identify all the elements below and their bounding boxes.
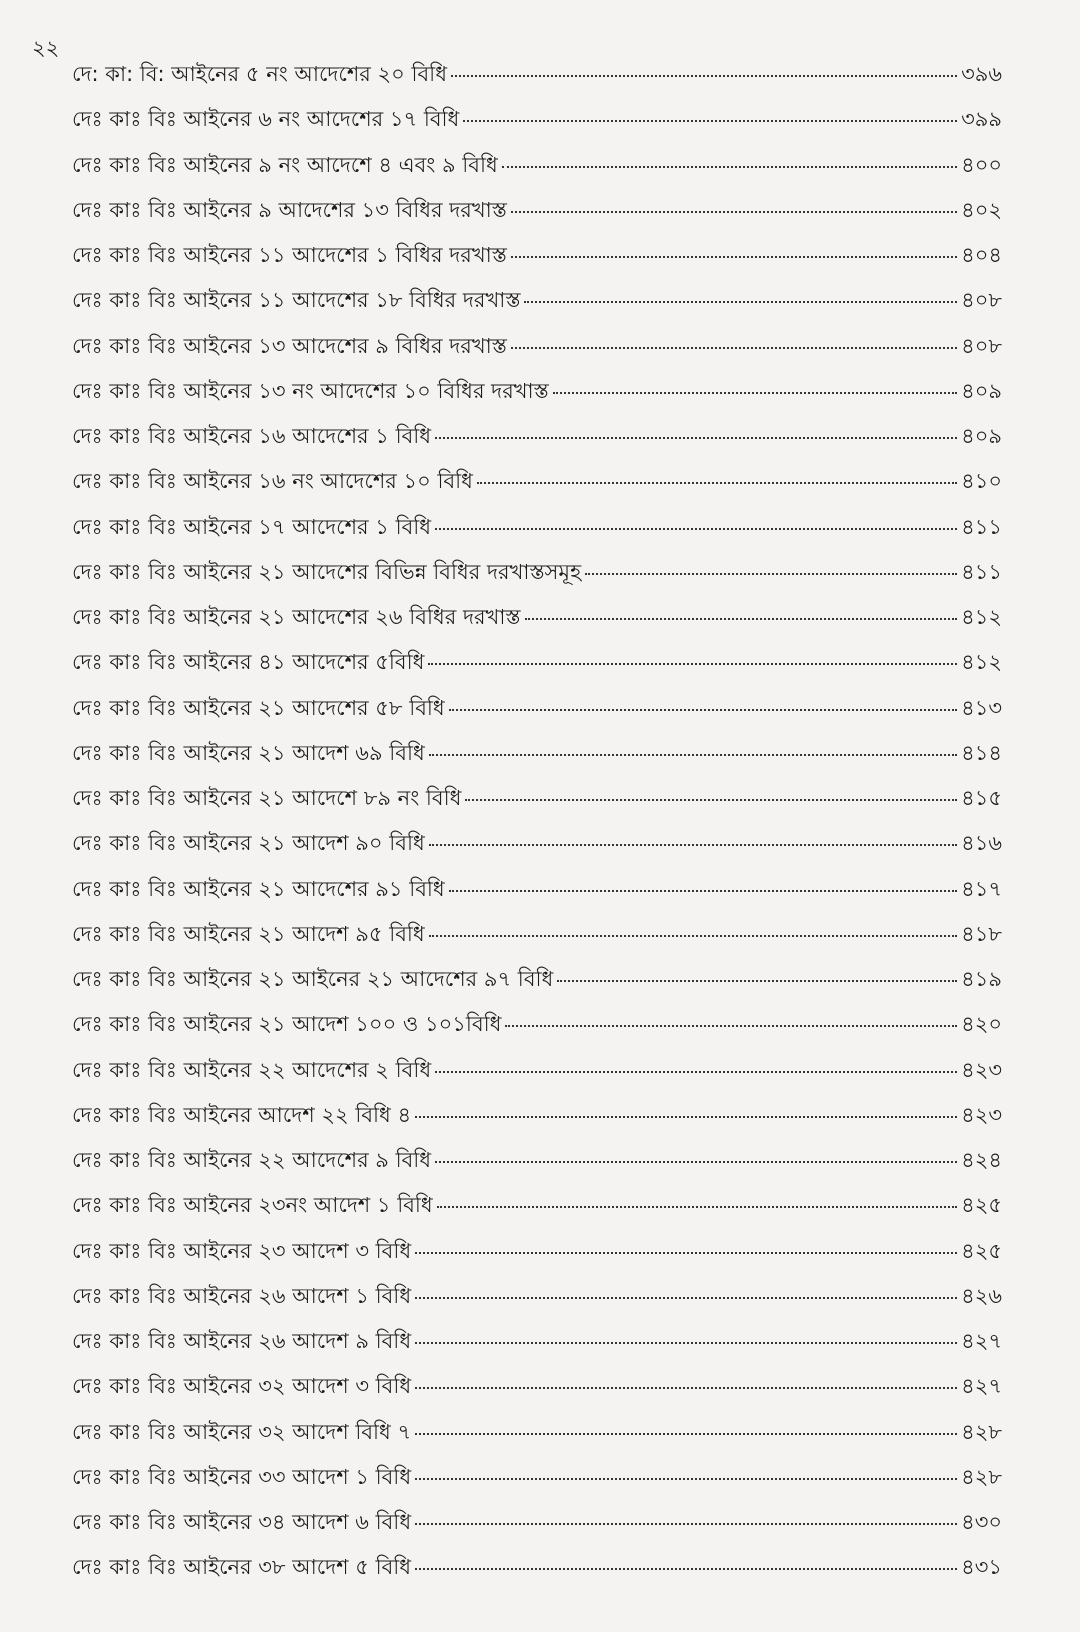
toc-entry [72,788,1002,833]
toc-entry-page: ৪২৭ [961,1374,1002,1399]
dotted-leader [477,482,957,484]
toc-entry [72,109,1002,154]
toc-entry-title: দেঃ কাঃ বিঃ আইনের ২২ আদেশের ৯ বিধি [72,1148,432,1172]
toc-entry-page: ৪১৫ [961,786,1002,810]
toc-entry [72,652,1002,697]
dotted-leader [415,1568,957,1570]
toc-entry-title: দেঃ কাঃ বিঃ আইনের ২১ আদেশ ৯৫ বিধি [72,921,425,946]
dotted-leader [553,392,957,394]
toc-entry-page: ৪১৪ [961,740,1002,765]
toc-entry-title: দেঃ কাঃ বিঃ আইনের ২১ আদেশ ১০০ ও ১০১বিধি [72,1012,502,1037]
toc-entry [72,378,1002,426]
toc-entry [72,245,1002,290]
toc-entry-page: ৪০৯ [961,424,1002,448]
toc-entry-page: ৪২৩ [961,1057,1002,1082]
toc-entry-title: দে: কা: বি: আইনের ৫ নং আদেশের ২০ বিধি [72,62,447,86]
toc-entry-page: ৪০৪ [961,243,1002,267]
toc-entry [72,1331,1002,1376]
toc-entry-page: ৪১৬ [961,831,1002,856]
toc-entry [72,969,1002,1014]
toc-entry-page: ৪৩১ [961,1555,1002,1580]
dotted-leader [429,754,957,756]
toc-entry-title: দেঃ কাঃ বিঃ আইনের ৩২ আদেশ বিধি ৭ [72,1419,412,1444]
dotted-leader [415,1252,957,1254]
toc-entry [72,559,1002,607]
dotted-leader [415,1478,957,1480]
toc-entry [72,1014,1002,1059]
toc-entry-page: ৪০৮ [961,333,1002,358]
page-number: ২২ [32,36,60,60]
toc-entry-page: ৪২৩ [961,1102,1002,1127]
toc-entry-title: দেঃ কাঃ বিঃ আইনের ১৩ আদেশের ৯ বিধির দরখাস্ত [72,333,507,358]
dotted-leader [415,1523,957,1525]
dotted-leader [465,799,957,801]
toc-entry [72,1057,1002,1105]
toc-entry [72,471,1002,516]
toc-entry-title: দেঃ কাঃ বিঃ আইনের ২৩নং আদেশ ১ বিধি [72,1193,433,1218]
toc-entry-page: ৪০৯ [961,378,1002,403]
toc-entry [72,833,1002,878]
dotted-leader [435,1161,957,1163]
dotted-leader [511,211,957,213]
toc-entry [72,152,1002,200]
dotted-leader [505,1025,957,1027]
toc-entry-page: ৪২০ [961,1012,1002,1037]
dotted-leader [463,120,957,122]
toc-entry-page: ৪২৬ [961,1283,1002,1308]
toc-entry-title: দেঃ কাঃ বিঃ আইনের ৩৩ আদেশ ১ বিধি [72,1464,412,1489]
toc-entry-page: ৪১২ [961,650,1002,675]
dotted-leader [525,618,958,620]
toc-entry [72,1195,1002,1240]
toc-entry-title: দেঃ কাঃ বিঃ আইনের ৩৪ আদেশ ৬ বিধি [72,1510,412,1534]
toc-entry-page: ৪১২ [961,605,1002,629]
toc-entry [72,1102,1002,1150]
toc-entry-title: দেঃ কাঃ বিঃ আইনের ১৩ নং আদেশের ১০ বিধির দরখাস্ত [72,378,549,403]
toc-entry [72,197,1002,245]
dotted-leader [524,301,957,303]
toc-entry [72,290,1002,335]
toc-entry-title: দেঃ কাঃ বিঃ আইনের ২১ আদেশের ৯১ বিধি [72,876,445,901]
dotted-leader [429,844,957,846]
toc-entry [72,1283,1002,1331]
toc-entry-page: ৪২৫ [961,1238,1002,1263]
toc-entry-title: দেঃ কাঃ বিঃ আইনের ২১ আদেশ ৬৯ বিধি [72,740,425,765]
toc-entry [72,607,1002,652]
toc-entry-title: দেঃ কাঃ বিঃ আইনের ৬ নং আদেশের ১৭ বিধি [72,107,460,132]
toc-entry-page: ৪১৩ [961,695,1002,720]
toc-entry-page: ৪২৮ [961,1464,1002,1489]
toc-entry [72,1419,1002,1467]
toc-entry-title: দেঃ কাঃ বিঃ আইনের আদেশ ২২ বিধি ৪ [72,1102,412,1127]
toc-entry [72,1464,1002,1512]
dotted-leader [437,1206,957,1208]
dotted-leader [415,1433,957,1435]
dotted-leader [415,1342,957,1344]
toc-entry-title: দেঃ কাঃ বিঃ আইনের ২১ আদেশ ৯০ বিধি [72,831,425,856]
toc-entry-title: দেঃ কাঃ বিঃ আইনের ১৭ আদেশের ১ বিধি [72,514,432,539]
toc-entry-title: দেঃ কাঃ বিঃ আইনের ২৬ আদেশ ৯ বিধি [72,1329,412,1353]
dotted-leader [435,1071,957,1073]
toc-entry-title: দেঃ কাঃ বিঃ আইনের ৪১ আদেশের ৫বিধি [72,650,425,675]
table-of-contents [72,64,1002,1603]
toc-entry-page: ৪০৮ [961,288,1002,313]
dotted-leader [511,256,957,258]
dotted-leader [502,166,957,168]
toc-entry [72,333,1002,381]
toc-entry-page: ৪১৯ [961,967,1002,991]
toc-entry-title: দেঃ কাঃ বিঃ আইনের ৩৮ আদেশ ৫ বিধি [72,1555,412,1580]
toc-entry-page: ৪০২ [961,197,1002,222]
dotted-leader [449,709,957,711]
toc-entry-page: ৪১০ [961,469,1002,494]
dotted-leader [449,890,957,892]
toc-entry-page: ৪২৪ [961,1148,1002,1172]
dotted-leader [511,347,957,349]
toc-entry-page: ৩৯৯ [961,107,1002,132]
dotted-leader [429,935,957,937]
dotted-leader [415,1297,957,1299]
toc-entry-title: দেঃ কাঃ বিঃ আইনের ২৬ আদেশ ১ বিধি [72,1283,412,1308]
dotted-leader [415,1387,957,1389]
toc-entry-title: দেঃ কাঃ বিঃ আইনের ২২ আদেশের ২ বিধি [72,1057,432,1082]
toc-entry-title: দেঃ কাঃ বিঃ আইনের ৯ নং আদেশে ৪ এবং ৯ বিধি [72,152,498,177]
toc-entry-title: দেঃ কাঃ বিঃ আইনের ২১ আদেশের ২৬ বিধির দরখাস্ত [72,605,521,629]
dotted-leader [428,663,957,665]
dotted-leader [435,437,957,439]
toc-entry [72,695,1002,743]
toc-entry-page: ৪১১ [961,514,1002,539]
toc-entry-title: দেঃ কাঃ বিঃ আইনের ২৩ আদেশ ৩ বিধি [72,1238,412,1263]
toc-entry-page: ৩৯৬ [961,62,1002,86]
toc-entry-page: ৪২৮ [961,1419,1002,1444]
toc-entry [72,740,1002,788]
dotted-leader [415,1116,957,1118]
toc-entry [72,1512,1002,1557]
toc-entry [72,1238,1002,1286]
toc-entry [72,426,1002,471]
toc-entry [72,921,1002,969]
toc-entry [72,1557,1002,1602]
toc-entry-title: দেঃ কাঃ বিঃ আইনের ১১ আদেশের ১ বিধির দরখাস্ত [72,243,507,267]
toc-entry [72,1150,1002,1195]
toc-entry-title: দেঃ কাঃ বিঃ আইনের ২১ আদেশের ৫৮ বিধি [72,695,445,720]
toc-entry [72,1376,1002,1421]
toc-entry-page: ৪১৮ [961,921,1002,946]
toc-entry [72,514,1002,562]
toc-entry-page: ৪১৭ [961,876,1002,901]
toc-entry-page: ৪২৫ [961,1193,1002,1218]
dotted-leader [435,528,957,530]
dotted-leader [451,75,957,77]
dotted-leader [557,980,957,982]
toc-entry-title: দেঃ কাঃ বিঃ আইনের ৩২ আদেশ ৩ বিধি [72,1374,412,1399]
toc-entry [72,64,1002,109]
toc-entry-title: দেঃ কাঃ বিঃ আইনের ১১ আদেশের ১৮ বিধির দরখাস্ত [72,288,521,313]
toc-entry [72,876,1002,924]
toc-entry-title: দেঃ কাঃ বিঃ আইনের ৯ আদেশের ১৩ বিধির দরখাস্ত [72,197,507,222]
toc-entry-page: ৪৩০ [961,1510,1002,1534]
toc-entry-title: দেঃ কাঃ বিঃ আইনের ১৬ নং আদেশের ১০ বিধি [72,469,473,494]
toc-entry-title: দেঃ কাঃ বিঃ আইনের ২১ আদেশের বিভিন্ন বিধির দরখাস্তসমূহ [72,559,582,584]
dotted-leader [585,573,957,575]
toc-entry-title: দেঃ কাঃ বিঃ আইনের ১৬ আদেশের ১ বিধি [72,424,432,448]
toc-entry-page: ৪২৭ [961,1329,1002,1353]
toc-entry-title: দেঃ কাঃ বিঃ আইনের ২১ আদেশে ৮৯ নং বিধি [72,786,462,810]
toc-entry-title: দেঃ কাঃ বিঃ আইনের ২১ আইনের ২১ আদেশের ৯৭ বিধি [72,967,554,991]
toc-entry-page: ৪০০ [961,152,1002,177]
toc-entry-page: ৪১১ [961,559,1002,584]
